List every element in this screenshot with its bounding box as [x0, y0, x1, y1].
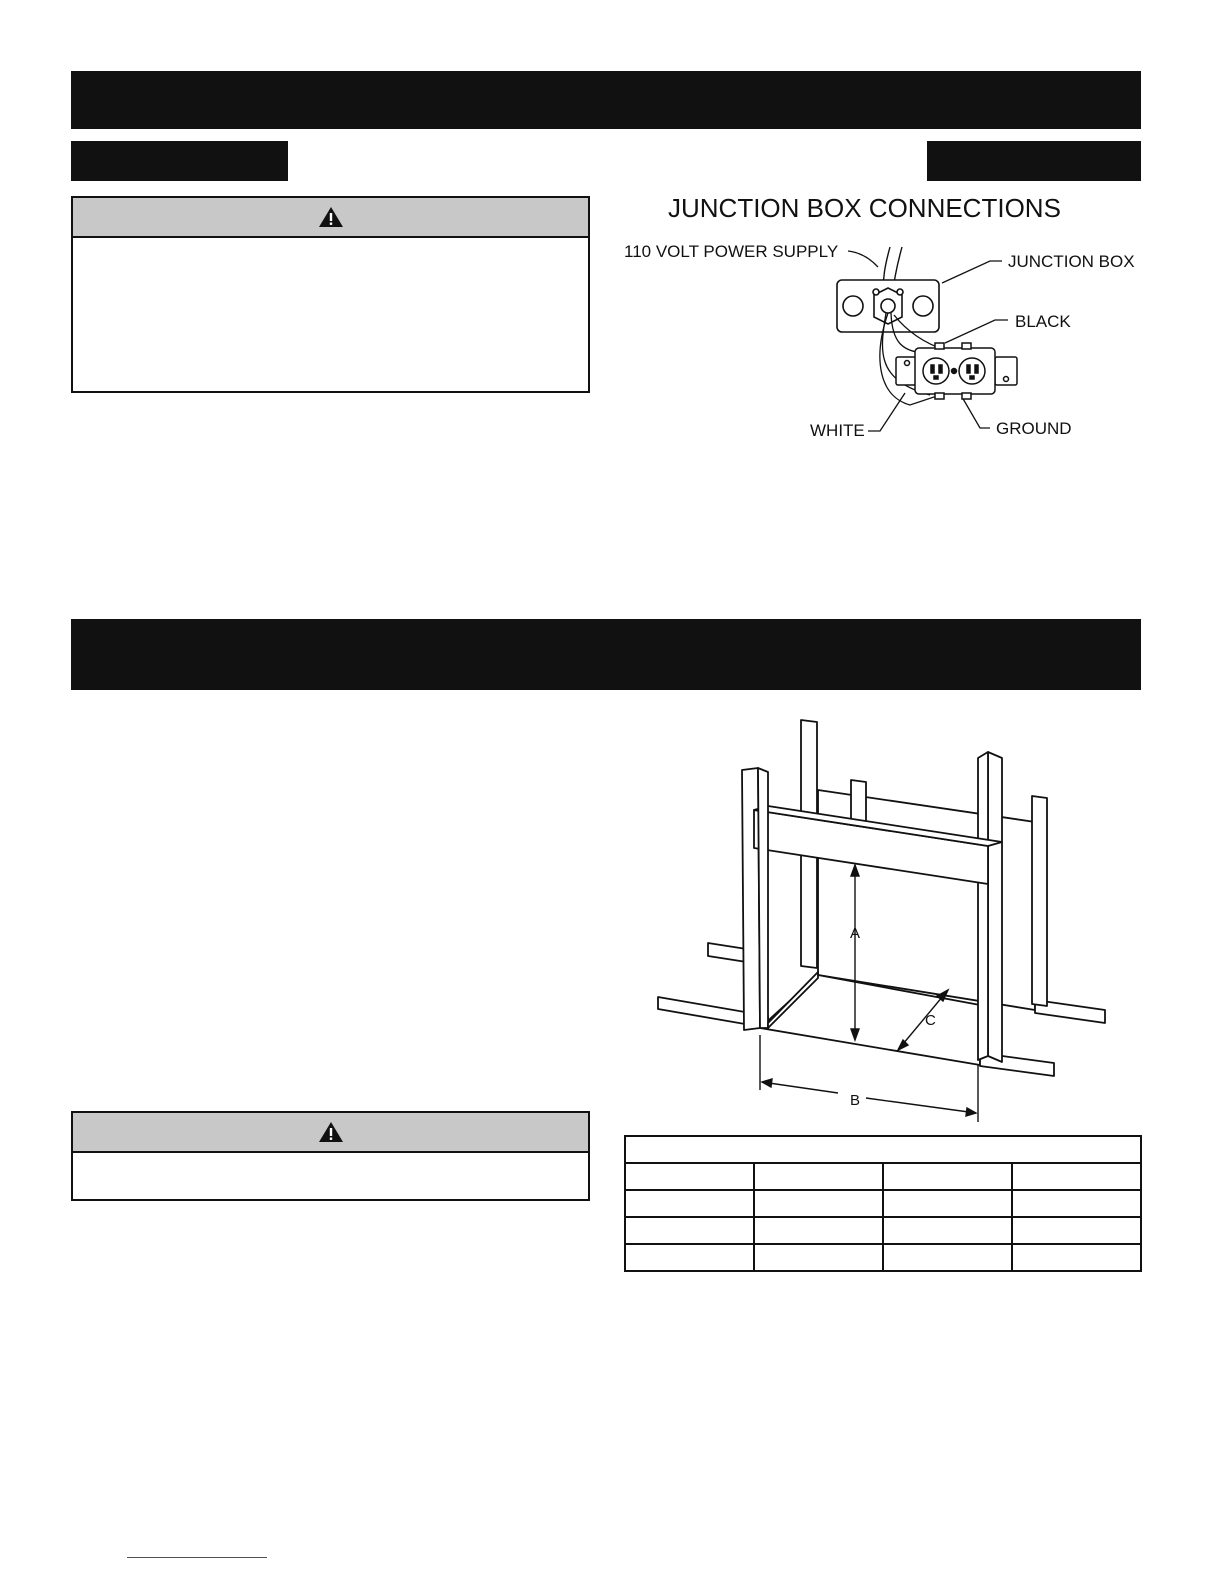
table-cell — [883, 1244, 1012, 1271]
framing-diagram — [650, 710, 1120, 1130]
table-row — [625, 1244, 1141, 1271]
label-power-supply: 110 VOLT POWER SUPPLY — [624, 242, 839, 261]
table-cell — [625, 1244, 754, 1271]
warning-text — [73, 1153, 588, 1169]
table-cell — [1012, 1190, 1141, 1217]
warning-header — [73, 198, 588, 238]
label-junction-box: JUNCTION BOX — [1008, 252, 1135, 271]
table-cell — [754, 1244, 883, 1271]
diagram-title: JUNCTION BOX CONNECTIONS — [668, 193, 1061, 223]
table-row — [625, 1217, 1141, 1244]
stud-front-left — [742, 768, 760, 1030]
table-title — [625, 1136, 1141, 1163]
table-cell — [754, 1217, 883, 1244]
table-cell — [883, 1217, 1012, 1244]
dimension-label-c: C — [925, 1012, 936, 1029]
table-header-row — [625, 1163, 1141, 1190]
table-cell — [1012, 1244, 1141, 1271]
section-header-electrical — [71, 71, 1141, 129]
dimension-label-a: A — [850, 925, 861, 942]
section-header-framing — [71, 619, 1141, 690]
table-header-cell — [754, 1163, 883, 1190]
dimensions-table — [624, 1135, 1142, 1272]
table-header-cell — [1012, 1163, 1141, 1190]
warning-triangle-icon — [318, 206, 344, 228]
table-row — [625, 1190, 1141, 1217]
stud-back-right — [1032, 796, 1047, 1006]
footer-link[interactable] — [127, 1556, 267, 1558]
table-cell — [625, 1190, 754, 1217]
junction-box-diagram — [610, 185, 1150, 450]
dimensions-table-wrapper — [624, 1135, 1142, 1272]
label-white: WHITE — [810, 421, 865, 440]
label-ground: GROUND — [996, 419, 1072, 438]
warning-text — [73, 238, 588, 258]
stud-front-right-inner — [978, 752, 988, 1060]
right-tab — [927, 141, 1141, 181]
warning-header — [73, 1113, 588, 1153]
junction-box — [837, 280, 939, 332]
warning-triangle-icon — [318, 1121, 344, 1143]
table-cell — [1012, 1217, 1141, 1244]
table-cell — [625, 1217, 754, 1244]
table-header-cell — [625, 1163, 754, 1190]
warning-box — [71, 1111, 590, 1201]
left-tab — [71, 141, 288, 181]
table-title-row — [625, 1136, 1141, 1163]
table-cell — [883, 1190, 1012, 1217]
stud-front-left-inner — [758, 768, 768, 1028]
dimension-label-b: B — [850, 1092, 861, 1109]
leader-lines — [848, 251, 1008, 431]
label-black: BLACK — [1015, 312, 1071, 331]
table-header-cell — [883, 1163, 1012, 1190]
table-cell — [754, 1190, 883, 1217]
warning-box — [71, 196, 590, 393]
stud-front-right — [988, 752, 1002, 1062]
